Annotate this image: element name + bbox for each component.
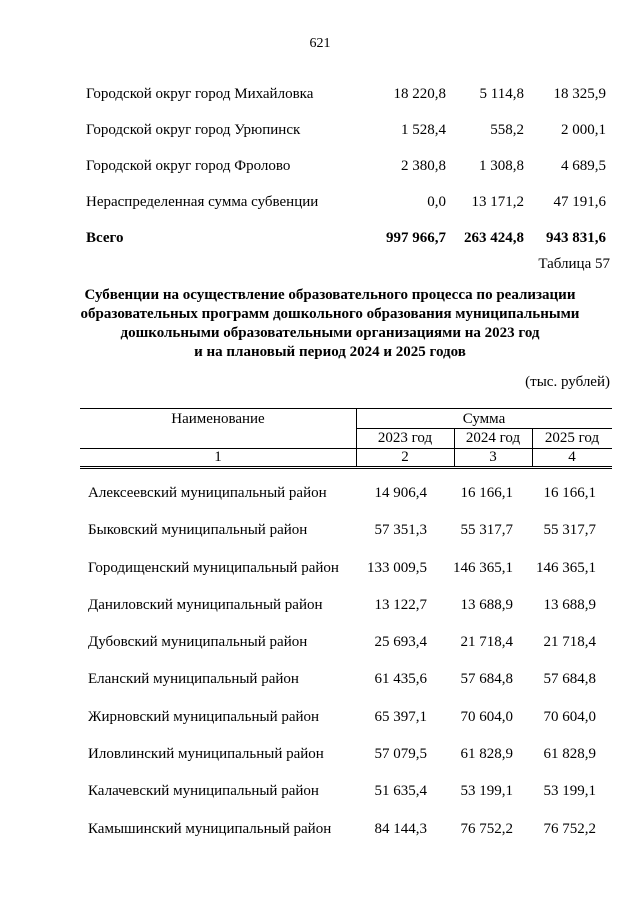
header-sum: Сумма xyxy=(462,411,506,427)
table-row xyxy=(86,191,606,227)
value-2025: 4 689,5 xyxy=(561,158,606,174)
value-2024: 13 171,2 xyxy=(471,194,524,210)
value-2024: 21 718,4 xyxy=(460,634,513,651)
table-header xyxy=(80,408,612,468)
value-2025: 21 718,4 xyxy=(543,634,596,651)
header-2025: 2025 год xyxy=(544,430,600,446)
title-line: Субвенции на осуществление образовательного процесса по реализации xyxy=(84,287,576,303)
title-line: дошкольными образовательными организациями на 2023 год xyxy=(120,325,540,341)
value-2023: 57 351,3 xyxy=(374,522,427,539)
value-2025: 2 000,1 xyxy=(561,122,606,138)
value-2023: 997 966,7 xyxy=(386,230,446,246)
header-top-rule xyxy=(80,408,612,409)
row-name: Нераспределенная сумма субвенции xyxy=(86,194,319,210)
district-name: Быковский муниципальный район xyxy=(88,522,308,539)
row-name: Всего xyxy=(86,230,124,246)
value-2023: 18 220,8 xyxy=(393,86,446,102)
table-row xyxy=(88,557,608,594)
column-number: 1 xyxy=(214,449,222,465)
value-2024: 5 114,8 xyxy=(479,86,524,102)
value-2023: 65 397,1 xyxy=(374,708,427,725)
value-2025: 70 604,0 xyxy=(543,708,596,725)
value-2023: 25 693,4 xyxy=(374,634,427,651)
table-row xyxy=(88,519,608,556)
district-name: Иловлинский муниципальный район xyxy=(88,746,324,763)
value-2025: 76 752,2 xyxy=(543,820,596,837)
value-2023: 133 009,5 xyxy=(367,559,427,576)
value-2025: 13 688,9 xyxy=(543,596,596,613)
table-row xyxy=(88,482,608,519)
value-2024: 558,2 xyxy=(490,122,524,138)
table-row xyxy=(88,668,608,705)
header-2024: 2024 год xyxy=(465,430,521,446)
value-2025: 61 828,9 xyxy=(543,746,596,763)
table-row xyxy=(86,83,606,119)
table-row xyxy=(86,119,606,155)
district-name: Городищенский муниципальный район xyxy=(88,559,339,576)
district-name: Дубовский муниципальный район xyxy=(88,634,308,651)
value-2024: 1 308,8 xyxy=(479,158,524,174)
district-name: Алексеевский муниципальный район xyxy=(88,485,327,501)
header-bottom-rule xyxy=(80,466,612,467)
district-name: Жирновский муниципальный район xyxy=(88,708,320,725)
title-line: и на плановый период 2024 и 2025 годов xyxy=(194,344,466,360)
value-2025: 53 199,1 xyxy=(543,783,596,800)
value-2024: 61 828,9 xyxy=(460,746,513,763)
value-2024: 57 684,8 xyxy=(460,671,513,688)
header-2023: 2023 год xyxy=(377,430,433,446)
header-bottom-rule-double xyxy=(80,468,612,469)
value-2023: 1 528,4 xyxy=(401,122,446,138)
value-2024: 16 166,1 xyxy=(460,485,513,501)
table-title xyxy=(60,286,600,362)
row-name: Городской округ город Урюпинск xyxy=(86,122,301,138)
value-2024: 263 424,8 xyxy=(464,230,524,246)
value-2024: 55 317,7 xyxy=(460,522,513,539)
value-2024: 53 199,1 xyxy=(460,783,513,800)
value-2025: 57 684,8 xyxy=(543,671,596,688)
value-2025: 18 325,9 xyxy=(553,86,606,102)
value-2023: 51 635,4 xyxy=(374,783,427,800)
continued-table xyxy=(86,83,606,263)
district-name: Даниловский муниципальный район xyxy=(88,596,323,613)
table-row xyxy=(88,631,608,668)
units-label: (тыс. рублей) xyxy=(525,374,610,390)
value-2023: 0,0 xyxy=(427,194,446,210)
value-2023: 84 144,3 xyxy=(374,820,427,837)
value-2023: 2 380,8 xyxy=(401,158,446,174)
value-2024: 146 365,1 xyxy=(453,559,513,576)
table-row xyxy=(86,155,606,191)
district-name: Еланский муниципальный район xyxy=(88,671,299,688)
value-2025: 47 191,6 xyxy=(553,194,606,210)
value-2025: 943 831,6 xyxy=(546,230,606,246)
total-row xyxy=(86,227,606,263)
value-2023: 14 906,4 xyxy=(374,485,427,501)
subvention-table xyxy=(88,482,608,855)
column-number: 4 xyxy=(568,449,576,465)
table-row xyxy=(88,743,608,780)
value-2025: 16 166,1 xyxy=(543,485,596,501)
value-2023: 61 435,6 xyxy=(374,671,427,688)
table-row xyxy=(88,780,608,817)
value-2024: 13 688,9 xyxy=(460,596,513,613)
value-2025: 55 317,7 xyxy=(543,522,596,539)
table-row xyxy=(88,706,608,743)
header-name: Наименование xyxy=(171,411,265,427)
column-number: 2 xyxy=(401,449,409,465)
value-2024: 76 752,2 xyxy=(460,820,513,837)
table-label: Таблица 57 xyxy=(538,256,610,272)
table-row xyxy=(88,818,608,855)
page-number: 621 xyxy=(309,36,331,51)
row-name: Городской округ город Фролово xyxy=(86,158,291,174)
value-2025: 146 365,1 xyxy=(536,559,596,576)
district-name: Калачевский муниципальный район xyxy=(88,783,319,800)
value-2023: 13 122,7 xyxy=(374,596,427,613)
table-row xyxy=(88,594,608,631)
value-2023: 57 079,5 xyxy=(374,746,427,763)
title-line: образовательных программ дошкольного образования муниципальными xyxy=(80,306,580,322)
column-number: 3 xyxy=(489,449,497,465)
district-name: Камышинский муниципальный район xyxy=(88,820,332,837)
value-2024: 70 604,0 xyxy=(460,708,513,725)
row-name: Городской округ город Михайловка xyxy=(86,86,314,102)
